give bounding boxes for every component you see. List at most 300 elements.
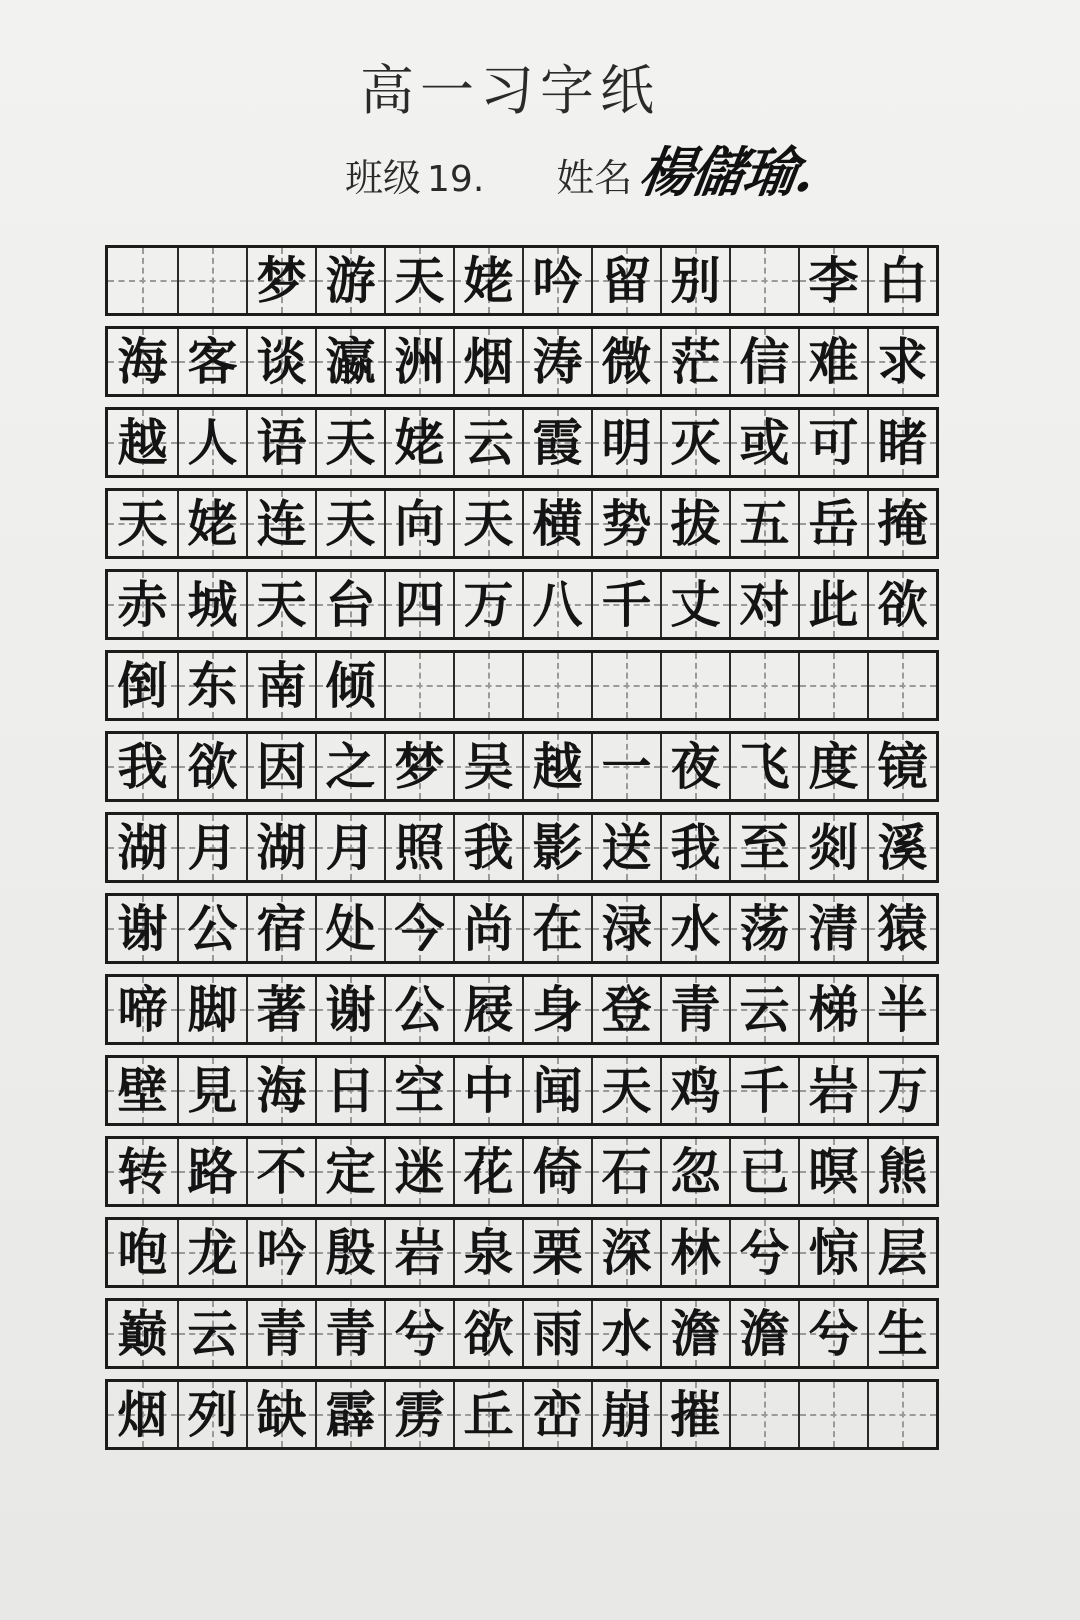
cell-character: 或 — [739, 412, 790, 472]
grid-cell — [315, 410, 384, 475]
grid-cell — [522, 1301, 591, 1366]
cell-character: 一 — [601, 736, 652, 796]
grid-cell — [660, 734, 729, 799]
cell-character: 瀛 — [325, 331, 376, 391]
grid-cell — [108, 1382, 177, 1447]
grid-cell — [729, 1220, 798, 1285]
cell-character: 吴 — [463, 736, 514, 796]
grid-cell — [591, 1382, 660, 1447]
grid-cell — [660, 977, 729, 1042]
cell-character: 人 — [187, 412, 238, 472]
grid-cell — [453, 815, 522, 880]
grid-cell — [867, 815, 936, 880]
cell-character: 梯 — [808, 979, 859, 1039]
grid-cell — [867, 1301, 936, 1366]
cell-character: 八 — [532, 574, 583, 634]
grid-cell — [246, 653, 315, 718]
grid-cell — [798, 1301, 867, 1366]
cell-character: 缺 — [256, 1384, 307, 1444]
grid-cell — [315, 491, 384, 556]
cell-character: 天 — [325, 493, 376, 553]
grid-cell — [384, 1139, 453, 1204]
grid-cell — [246, 896, 315, 961]
cell-character: 湖 — [256, 817, 307, 877]
cell-character: 脚 — [187, 979, 238, 1039]
cell-character: 今 — [394, 898, 445, 958]
cell-character: 向 — [394, 493, 445, 553]
cell-character: 剡 — [808, 817, 859, 877]
cell-character: 青 — [325, 1303, 376, 1363]
grid-row — [105, 731, 939, 802]
grid-cell — [729, 410, 798, 475]
cell-character: 殷 — [325, 1222, 376, 1282]
grid-cell — [315, 977, 384, 1042]
grid-cell — [108, 977, 177, 1042]
cell-character: 我 — [463, 817, 514, 877]
cell-character: 云 — [187, 1303, 238, 1363]
grid-cell — [453, 410, 522, 475]
grid-cell — [660, 329, 729, 394]
grid-cell — [729, 1139, 798, 1204]
grid-row — [105, 974, 939, 1045]
cell-character: 月 — [187, 817, 238, 877]
class-label: 班级 — [345, 156, 422, 200]
grid-row — [105, 812, 939, 883]
cell-character: 别 — [670, 250, 721, 310]
cell-character: 暝 — [808, 1141, 859, 1201]
cell-character: 我 — [670, 817, 721, 877]
grid-cell — [729, 653, 798, 718]
cell-character: 睹 — [877, 412, 928, 472]
grid-cell — [177, 977, 246, 1042]
grid-cell — [453, 248, 522, 313]
grid-cell — [591, 248, 660, 313]
cell-character: 留 — [601, 250, 652, 310]
cell-character: 天 — [463, 493, 514, 553]
grid-cell — [660, 653, 729, 718]
grid-cell — [660, 1058, 729, 1123]
grid-cell — [798, 1220, 867, 1285]
grid-cell — [453, 896, 522, 961]
cell-character: 霹 — [325, 1384, 376, 1444]
cell-character: 因 — [256, 736, 307, 796]
grid-cell — [384, 734, 453, 799]
grid-cell — [867, 1139, 936, 1204]
grid-cell — [798, 815, 867, 880]
grid-cell — [522, 1220, 591, 1285]
grid-cell — [108, 491, 177, 556]
grid-cell — [108, 1058, 177, 1123]
grid-cell — [867, 1220, 936, 1285]
cell-character: 四 — [394, 574, 445, 634]
cell-character: 五 — [739, 493, 790, 553]
cell-character: 万 — [463, 574, 514, 634]
cell-character: 林 — [670, 1222, 721, 1282]
cell-character: 势 — [601, 493, 652, 553]
cell-character: 梦 — [394, 736, 445, 796]
cell-character: 谢 — [117, 898, 168, 958]
grid-cell — [384, 1382, 453, 1447]
cell-character: 丈 — [670, 574, 721, 634]
cell-character: 清 — [808, 898, 859, 958]
cell-character: 日 — [325, 1060, 376, 1120]
grid-cell — [108, 248, 177, 313]
grid-cell — [729, 248, 798, 313]
cell-character: 身 — [532, 979, 583, 1039]
cell-character: 兮 — [808, 1303, 859, 1363]
grid-cell — [591, 410, 660, 475]
grid-cell — [453, 734, 522, 799]
cell-character: 岳 — [808, 493, 859, 553]
grid-cell — [522, 1382, 591, 1447]
cell-character: 涛 — [532, 331, 583, 391]
cell-character: 千 — [739, 1060, 790, 1120]
grid-cell — [384, 1058, 453, 1123]
grid-cell — [591, 896, 660, 961]
grid-cell — [522, 1139, 591, 1204]
cell-character: 影 — [532, 817, 583, 877]
grid-row — [105, 1298, 939, 1369]
cell-character: 霞 — [532, 412, 583, 472]
grid-cell — [798, 1058, 867, 1123]
grid-cell — [522, 410, 591, 475]
grid-cell — [591, 815, 660, 880]
grid-cell — [867, 1382, 936, 1447]
grid-cell — [729, 896, 798, 961]
cell-character: 横 — [532, 493, 583, 553]
grid-cell — [246, 572, 315, 637]
grid-cell — [591, 734, 660, 799]
cell-character: 此 — [808, 574, 859, 634]
grid-cell — [522, 491, 591, 556]
grid-cell — [315, 815, 384, 880]
grid-cell — [246, 329, 315, 394]
cell-character: 夜 — [670, 736, 721, 796]
grid-cell — [660, 491, 729, 556]
grid-cell — [798, 491, 867, 556]
cell-character: 定 — [325, 1141, 376, 1201]
cell-character: 李 — [808, 250, 859, 310]
cell-character: 之 — [325, 736, 376, 796]
grid-cell — [522, 572, 591, 637]
grid-cell — [246, 248, 315, 313]
grid-cell — [867, 329, 936, 394]
cell-character: 半 — [877, 979, 928, 1039]
grid-cell — [384, 815, 453, 880]
cell-character: 水 — [601, 1303, 652, 1363]
grid-cell — [177, 1382, 246, 1447]
grid-cell — [867, 977, 936, 1042]
grid-cell — [522, 896, 591, 961]
cell-character: 洲 — [394, 331, 445, 391]
cell-character: 闻 — [532, 1060, 583, 1120]
grid-cell — [384, 410, 453, 475]
grid-cell — [108, 1301, 177, 1366]
cell-character: 路 — [187, 1141, 238, 1201]
grid-cell — [108, 410, 177, 475]
cell-character: 倚 — [532, 1141, 583, 1201]
grid-cell — [177, 491, 246, 556]
grid-cell — [522, 734, 591, 799]
grid-cell — [246, 977, 315, 1042]
grid-cell — [453, 1301, 522, 1366]
grid-cell — [177, 734, 246, 799]
cell-character: 天 — [601, 1060, 652, 1120]
cell-character: 处 — [325, 898, 376, 958]
cell-character: 谈 — [256, 331, 307, 391]
grid-cell — [729, 491, 798, 556]
cell-character: 天 — [117, 493, 168, 553]
cell-character: 在 — [532, 898, 583, 958]
cell-character: 不 — [256, 1141, 307, 1201]
cell-character: 台 — [325, 574, 376, 634]
grid-cell — [660, 572, 729, 637]
cell-character: 烟 — [117, 1384, 168, 1444]
cell-character: 兮 — [739, 1222, 790, 1282]
grid-cell — [660, 815, 729, 880]
grid-row — [105, 488, 939, 559]
grid-cell — [177, 815, 246, 880]
grid-cell — [798, 734, 867, 799]
grid-cell — [453, 329, 522, 394]
cell-character: 梦 — [256, 250, 307, 310]
cell-character: 越 — [532, 736, 583, 796]
cell-character: 南 — [256, 655, 307, 715]
grid-cell — [591, 1301, 660, 1366]
cell-character: 宿 — [256, 898, 307, 958]
cell-character: 咆 — [117, 1222, 168, 1282]
grid-cell — [246, 1058, 315, 1123]
cell-character: 求 — [877, 331, 928, 391]
cell-character: 已 — [739, 1141, 790, 1201]
grid-cell — [108, 815, 177, 880]
grid-cell — [246, 1139, 315, 1204]
cell-character: 可 — [808, 412, 859, 472]
grid-cell — [798, 977, 867, 1042]
cell-character: 公 — [187, 898, 238, 958]
grid-cell — [522, 329, 591, 394]
cell-character: 微 — [601, 331, 652, 391]
cell-character: 照 — [394, 817, 445, 877]
cell-character: 雨 — [532, 1303, 583, 1363]
cell-character: 尚 — [463, 898, 514, 958]
grid-cell — [660, 1139, 729, 1204]
cell-character: 深 — [601, 1222, 652, 1282]
cell-character: 荡 — [739, 898, 790, 958]
grid-cell — [660, 248, 729, 313]
cell-character: 泉 — [463, 1222, 514, 1282]
cell-character: 澹 — [670, 1303, 721, 1363]
grid-cell — [246, 410, 315, 475]
cell-character: 语 — [256, 412, 307, 472]
cell-character: 度 — [808, 736, 859, 796]
cell-character: 青 — [670, 979, 721, 1039]
grid-cell — [522, 815, 591, 880]
cell-character: 青 — [256, 1303, 307, 1363]
grid-cell — [522, 977, 591, 1042]
grid-row — [105, 1055, 939, 1126]
grid-cell — [384, 329, 453, 394]
cell-character: 石 — [601, 1141, 652, 1201]
cell-character: 云 — [463, 412, 514, 472]
grid-cell — [798, 1382, 867, 1447]
cell-character: 东 — [187, 655, 238, 715]
grid-cell — [867, 1058, 936, 1123]
cell-character: 连 — [256, 493, 307, 553]
grid-cell — [384, 491, 453, 556]
cell-character: 溪 — [877, 817, 928, 877]
grid-cell — [315, 1220, 384, 1285]
grid-cell — [246, 491, 315, 556]
cell-character: 巅 — [117, 1303, 168, 1363]
grid-cell — [108, 734, 177, 799]
cell-character: 兮 — [394, 1303, 445, 1363]
cell-character: 花 — [463, 1141, 514, 1201]
grid-cell — [453, 1058, 522, 1123]
grid-cell — [798, 653, 867, 718]
cell-character: 倾 — [325, 655, 376, 715]
grid-cell — [867, 248, 936, 313]
grid-cell — [729, 329, 798, 394]
grid-cell — [315, 1301, 384, 1366]
grid-cell — [246, 734, 315, 799]
cell-character: 忽 — [670, 1141, 721, 1201]
grid-row — [105, 1136, 939, 1207]
grid-cell — [177, 1058, 246, 1123]
cell-character: 千 — [601, 574, 652, 634]
cell-character: 白 — [877, 250, 928, 310]
student-info — [345, 130, 818, 207]
cell-character: 湖 — [117, 817, 168, 877]
cell-character: 掩 — [877, 493, 928, 553]
cell-character: 层 — [877, 1222, 928, 1282]
cell-character: 欲 — [463, 1303, 514, 1363]
cell-character: 列 — [187, 1384, 238, 1444]
grid-cell — [246, 815, 315, 880]
cell-character: 信 — [739, 331, 790, 391]
grid-cell — [798, 896, 867, 961]
grid-cell — [315, 734, 384, 799]
cell-character: 岩 — [394, 1222, 445, 1282]
grid-cell — [315, 896, 384, 961]
cell-character: 啼 — [117, 979, 168, 1039]
grid-cell — [591, 329, 660, 394]
name-signature: 楊儲瑜. — [635, 140, 818, 204]
grid-cell — [315, 1058, 384, 1123]
grid-row — [105, 1217, 939, 1288]
grid-cell — [108, 1139, 177, 1204]
cell-character: 谢 — [325, 979, 376, 1039]
grid-cell — [591, 491, 660, 556]
cell-character: 岩 — [808, 1060, 859, 1120]
cell-character: 姥 — [463, 250, 514, 310]
cell-character: 天 — [394, 250, 445, 310]
grid-cell — [867, 734, 936, 799]
grid-cell — [453, 1382, 522, 1447]
grid-cell — [177, 410, 246, 475]
cell-character: 城 — [187, 574, 238, 634]
cell-character: 登 — [601, 979, 652, 1039]
grid-cell — [315, 1139, 384, 1204]
grid-cell — [591, 653, 660, 718]
cell-character: 至 — [739, 817, 790, 877]
cell-character: 姥 — [394, 412, 445, 472]
grid-cell — [453, 1139, 522, 1204]
cell-character: 壁 — [117, 1060, 168, 1120]
cell-character: 天 — [256, 574, 307, 634]
grid-row — [105, 1379, 939, 1450]
cell-character: 龙 — [187, 1222, 238, 1282]
grid-cell — [522, 653, 591, 718]
grid-cell — [384, 1301, 453, 1366]
cell-character: 云 — [739, 979, 790, 1039]
cell-character: 灭 — [670, 412, 721, 472]
grid-cell — [729, 1382, 798, 1447]
cell-character: 熊 — [877, 1141, 928, 1201]
cell-character: 海 — [256, 1060, 307, 1120]
cell-character: 明 — [601, 412, 652, 472]
grid-cell — [522, 1058, 591, 1123]
grid-row — [105, 569, 939, 640]
grid-cell — [177, 1220, 246, 1285]
cell-character: 万 — [877, 1060, 928, 1120]
name-label: 姓名 — [556, 156, 633, 200]
sheet-title: 高一习字纸 — [360, 59, 660, 122]
cell-character: 栗 — [532, 1222, 583, 1282]
cell-character: 烟 — [463, 331, 514, 391]
grid-cell — [660, 1382, 729, 1447]
cell-character: 我 — [117, 736, 168, 796]
grid-cell — [177, 896, 246, 961]
grid-cell — [591, 1058, 660, 1123]
cell-character: 水 — [670, 898, 721, 958]
cell-character: 镜 — [877, 736, 928, 796]
grid-cell — [798, 329, 867, 394]
grid-cell — [729, 572, 798, 637]
cell-character: 生 — [877, 1303, 928, 1363]
grid-cell — [867, 410, 936, 475]
grid-cell — [660, 896, 729, 961]
cell-character: 倒 — [117, 655, 168, 715]
grid-cell — [177, 1139, 246, 1204]
grid-cell — [591, 572, 660, 637]
grid-cell — [108, 896, 177, 961]
grid-cell — [108, 572, 177, 637]
grid-cell — [798, 572, 867, 637]
grid-cell — [315, 248, 384, 313]
grid-cell — [798, 248, 867, 313]
cell-character: 赤 — [117, 574, 168, 634]
grid-cell — [315, 653, 384, 718]
cell-character: 著 — [256, 979, 307, 1039]
cell-character: 屐 — [463, 979, 514, 1039]
grid-cell — [453, 653, 522, 718]
grid-cell — [177, 1301, 246, 1366]
cell-character: 欲 — [187, 736, 238, 796]
cell-character: 姥 — [187, 493, 238, 553]
grid-cell — [660, 1220, 729, 1285]
grid-cell — [108, 329, 177, 394]
grid-cell — [453, 977, 522, 1042]
cell-character: 吟 — [532, 250, 583, 310]
grid-cell — [660, 410, 729, 475]
cell-character: 越 — [117, 412, 168, 472]
grid-cell — [522, 248, 591, 313]
grid-row — [105, 407, 939, 478]
cell-character: 拔 — [670, 493, 721, 553]
grid-cell — [867, 653, 936, 718]
cell-character: 惊 — [808, 1222, 859, 1282]
